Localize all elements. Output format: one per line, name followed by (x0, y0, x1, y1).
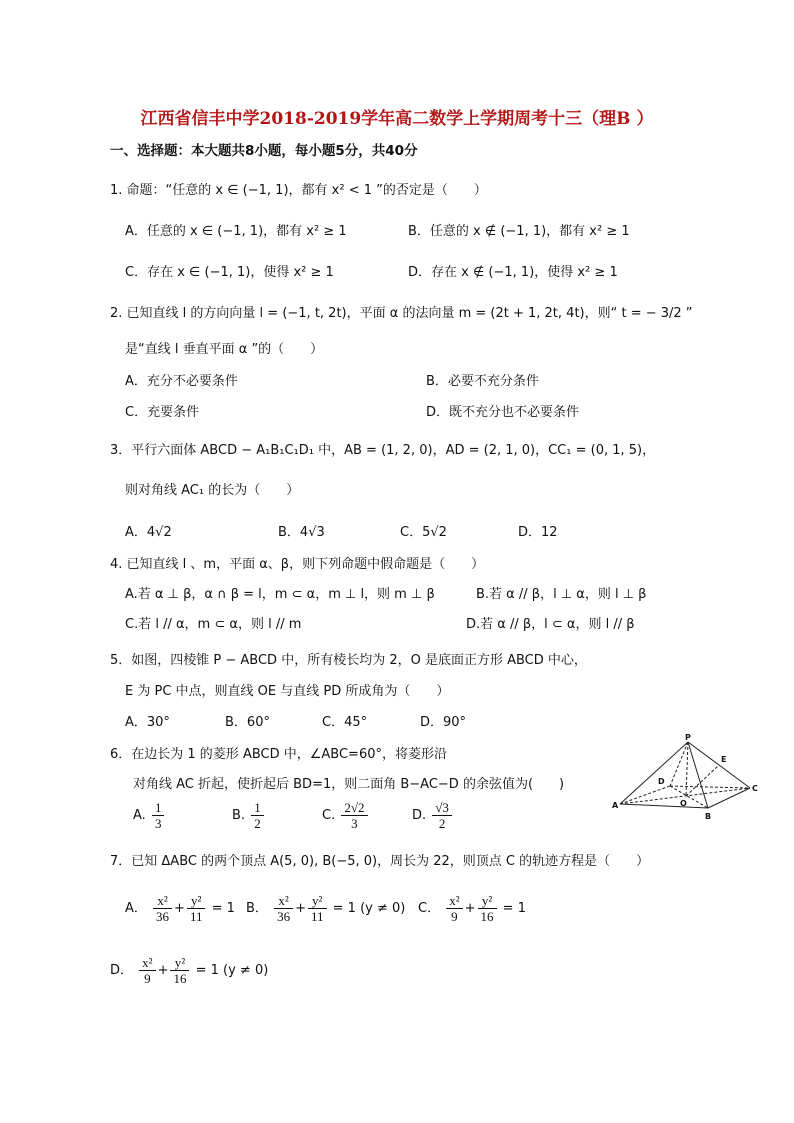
question-5-cont: E 为 PC 中点，则直线 OE 与直线 PD 所成角为（ ） (125, 684, 450, 699)
label-a: A (612, 801, 619, 810)
fraction: $\frac{1}{3}$ (152, 800, 165, 831)
question-2-cont: 是“直线 l 垂直平面 α ”的（ ） (125, 342, 324, 357)
question-1: 1. 命题：“任意的 x ∈ (−1, 1)，都有 x² < 1 ”的否定是（ ） (110, 183, 487, 198)
question-7: 7．已知 ΔABC 的两个顶点 A(5, 0), B(−5, 0)，周长为 22，则顶点 C 的轨迹方程是（ ） (110, 854, 650, 869)
edge-pa (620, 742, 688, 804)
q7-option-a: A． $\frac{\text{x²}}{36}$ + $\frac{\text{y²}}{11}$ = 1 (125, 893, 235, 924)
question-4: 4. 已知直线 l 、m，平面 α、β，则下列命题中假命题是（ ） (110, 557, 485, 572)
edge-pd (670, 742, 688, 786)
section-heading: 一、选择题：本大题共8小题，每小题5分，共40分 (110, 143, 418, 159)
question-6-cont: 对角线 AC 折起，使折起后 BD=1，则二面角 B−AC−D 的余弦值为( ) (133, 777, 565, 792)
q4-option-c: C.若 l // α，m ⊂ α，则 l // m (125, 617, 302, 632)
segment-po (686, 742, 688, 796)
fraction: $\frac{2√2}{3}$ (341, 800, 367, 831)
question-5: 5．如图，四棱锥 P − ABCD 中，所有棱长均为 2，O 是底面正方形 ABCD 中心， (110, 653, 587, 668)
label-e: E (721, 755, 727, 764)
q5-option-c: C．45° (322, 715, 368, 730)
q4-option-b: B.若 α // β，l ⊥ α，则 l ⊥ β (476, 587, 647, 602)
q6-option-a: A. $\frac{1}{3}$ (133, 800, 166, 831)
question-3: 3．平行六面体 ABCD − A₁B₁C₁D₁ 中，AB = (1, 2, 0)，AD = (2, 1, 0)，CC₁ = (0, 1, 5)， (110, 443, 656, 458)
question-3-cont: 则对角线 AC₁ 的长为（ ） (125, 483, 300, 498)
q2-option-a: A．充分不必要条件 (125, 374, 238, 389)
q5-option-a: A．30° (125, 715, 170, 730)
q5-option-b: B．60° (225, 715, 270, 730)
q7-option-b: B． $\frac{\text{x²}}{36}$ + $\frac{\text{y²}}{11}$ = 1 (y ≠ 0) (246, 893, 406, 924)
label-b: B (705, 812, 712, 821)
q3-option-d: D．12 (518, 525, 558, 540)
page-title: 江西省信丰中学2018-2019学年高二数学上学期周考十三（理B ） (140, 109, 654, 129)
fraction: $\frac{1}{2}$ (251, 800, 264, 831)
question-6: 6．在边长为 1 的菱形 ABCD 中，∠ABC=60°，将菱形沿 (110, 747, 447, 762)
edge-dc (670, 786, 750, 788)
q2-option-c: C．充要条件 (125, 405, 200, 420)
q6-option-b: B. $\frac{1}{2}$ (232, 800, 266, 831)
q2-option-d: D．既不充分也不必要条件 (426, 405, 580, 420)
question-2: 2. 已知直线 l 的方向向量 l = (−1, t, 2t)，平面 α 的法向量 m = (2t + 1, 2t, 4t)，则“ t = − 3/2 ” (110, 306, 693, 321)
q1-option-b: B．任意的 x ∉ (−1, 1)，都有 x² ≥ 1 (408, 224, 630, 239)
q1-option-a: A．任意的 x ∈ (−1, 1)，都有 x² ≥ 1 (125, 224, 347, 239)
label-o: O (680, 799, 687, 808)
q6-option-d: D. $\frac{√3}{2}$ (412, 800, 454, 831)
q1-option-d: D．存在 x ∉ (−1, 1)，使得 x² ≥ 1 (408, 265, 618, 280)
q2-option-b: B．必要不充分条件 (426, 374, 539, 389)
label-p: P (685, 733, 691, 742)
q7-option-c: C． $\frac{\text{x²}}{9}$ + $\frac{\text{y²}}{16}$ = 1 (418, 893, 526, 924)
q4-option-d: D.若 α // β，l ⊂ α，则 l // β (466, 617, 635, 632)
q1-option-c: C．存在 x ∈ (−1, 1)，使得 x² ≥ 1 (125, 265, 334, 280)
label-c: C (752, 784, 758, 793)
edge-ab (620, 804, 708, 808)
edge-pb (688, 742, 708, 808)
q3-option-a: A．4√2 (125, 525, 172, 540)
fraction: $\frac{√3}{2}$ (432, 800, 452, 831)
q7-option-d: D． $\frac{\text{x²}}{9}$ + $\frac{\text{y²}}{16}$ = 1 (y ≠ 0) (110, 955, 269, 986)
pyramid-figure (612, 732, 762, 822)
q3-option-b: B．4√3 (278, 525, 325, 540)
label-d: D (658, 777, 665, 786)
q4-option-a: A.若 α ⊥ β，α ∩ β = l，m ⊂ α，m ⊥ l，则 m ⊥ β (125, 587, 435, 602)
q3-option-c: C．5√2 (400, 525, 447, 540)
q5-option-d: D．90° (420, 715, 467, 730)
q6-option-c: C. $\frac{2√2}{3}$ (322, 800, 370, 831)
edge-bc (708, 788, 750, 808)
